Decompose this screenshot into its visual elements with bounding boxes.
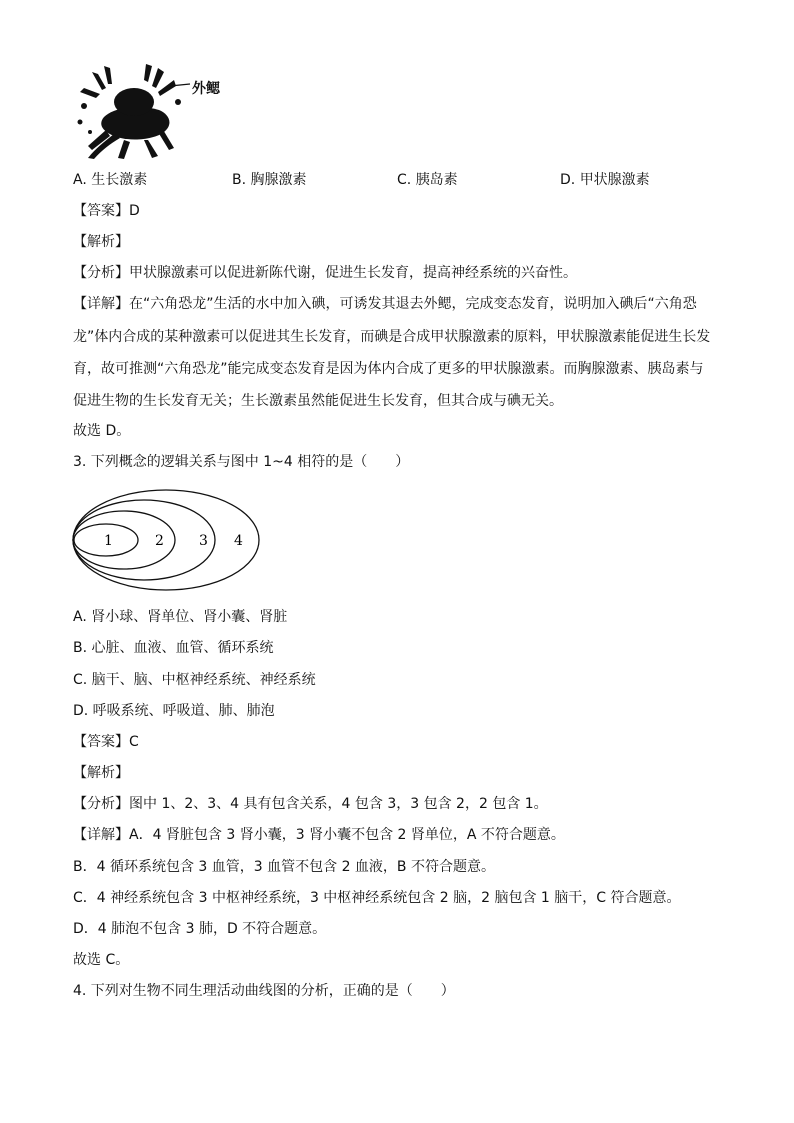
q2-answer: 【答案】D (73, 203, 140, 219)
ellipse-4 (73, 490, 259, 590)
q3-xiangjie-line-4: D．4 肺泡不包含 3 肺，D 不符合题意。 (73, 921, 327, 937)
q2-option-b: B. 胸腺激素 (232, 172, 307, 188)
q2-xiangjie-line-1: 【详解】在“六角恐龙”生活的水中加入碘，可诱发其退去外鳃，完成变态发育，说明加入碘后“六角恐 (73, 296, 697, 312)
q2-option-c: C. 胰岛素 (397, 172, 458, 188)
q4-stem: 4. 下列对生物不同生理活动曲线图的分析，正确的是（ ） (73, 983, 455, 999)
q3-option-b: B. 心脏、血液、血管、循环系统 (73, 640, 274, 656)
q3-answer: 【答案】C (73, 734, 139, 750)
q3-xiangjie-line-1: 【详解】A．4 肾脏包含 3 肾小囊，3 肾小囊不包含 2 肾单位，A 不符合题意。 (73, 827, 565, 843)
q3-conclusion: 故选 C。 (73, 952, 130, 968)
q3-stem: 3. 下列概念的逻辑关系与图中 1~4 相符的是（ ） (73, 454, 410, 470)
label-2: 2 (155, 533, 164, 549)
q2-xiangjie-line-3: 育，故可推测“六角恐龙”能完成变态发育是因为体内合成了更多的甲状腺激素。而胸腺激素、胰岛素与 (73, 361, 704, 377)
q3-analysis-heading: 【解析】 (73, 765, 129, 781)
q2-xiangjie-line-4: 促进生物的生长发育无关；生长激素虽然能促进生长发育，但其合成与碘无关。 (73, 393, 563, 409)
q2-xiangjie-line-2: 龙”体内合成的某种激素可以促进其生长发育，而碘是合成甲状腺激素的原料，甲状腺激素能促进生长发 (73, 329, 711, 345)
q3-xiangjie-line-2: B．4 循环系统包含 3 血管，3 血管不包含 2 血液，B 不符合题意。 (73, 859, 495, 875)
ellipse-3 (73, 500, 215, 580)
label-4: 4 (234, 533, 243, 549)
nested-ellipses-diagram (72, 488, 262, 594)
q2-conclusion: 故选 D。 (73, 423, 131, 439)
q2-analysis-heading: 【解析】 (73, 234, 129, 250)
q3-option-d: D. 呼吸系统、呼吸道、肺、肺泡 (73, 703, 275, 719)
q2-fenxi: 【分析】甲状腺激素可以促进新陈代谢，促进生长发育，提高神经系统的兴奋性。 (73, 265, 577, 281)
external-gill-label: 外鳃 (192, 81, 220, 97)
q3-option-a: A. 肾小球、肾单位、肾小囊、肾脏 (73, 609, 288, 625)
q2-option-d: D. 甲状腺激素 (560, 172, 650, 188)
label-1: 1 (104, 533, 113, 549)
q3-option-c: C. 脑干、脑、中枢神经系统、神经系统 (73, 672, 316, 688)
q3-xiangjie-line-3: C．4 神经系统包含 3 中枢神经系统，3 中枢神经系统包含 2 脑，2 脑包含 1 脑干，C 符合题意。 (73, 890, 681, 906)
axolotl-figure (74, 62, 224, 162)
q3-fenxi: 【分析】图中 1、2、3、4 具有包含关系，4 包含 3，3 包含 2，2 包含 1。 (73, 796, 548, 812)
q2-option-a: A. 生长激素 (73, 172, 148, 188)
label-3: 3 (199, 533, 208, 549)
